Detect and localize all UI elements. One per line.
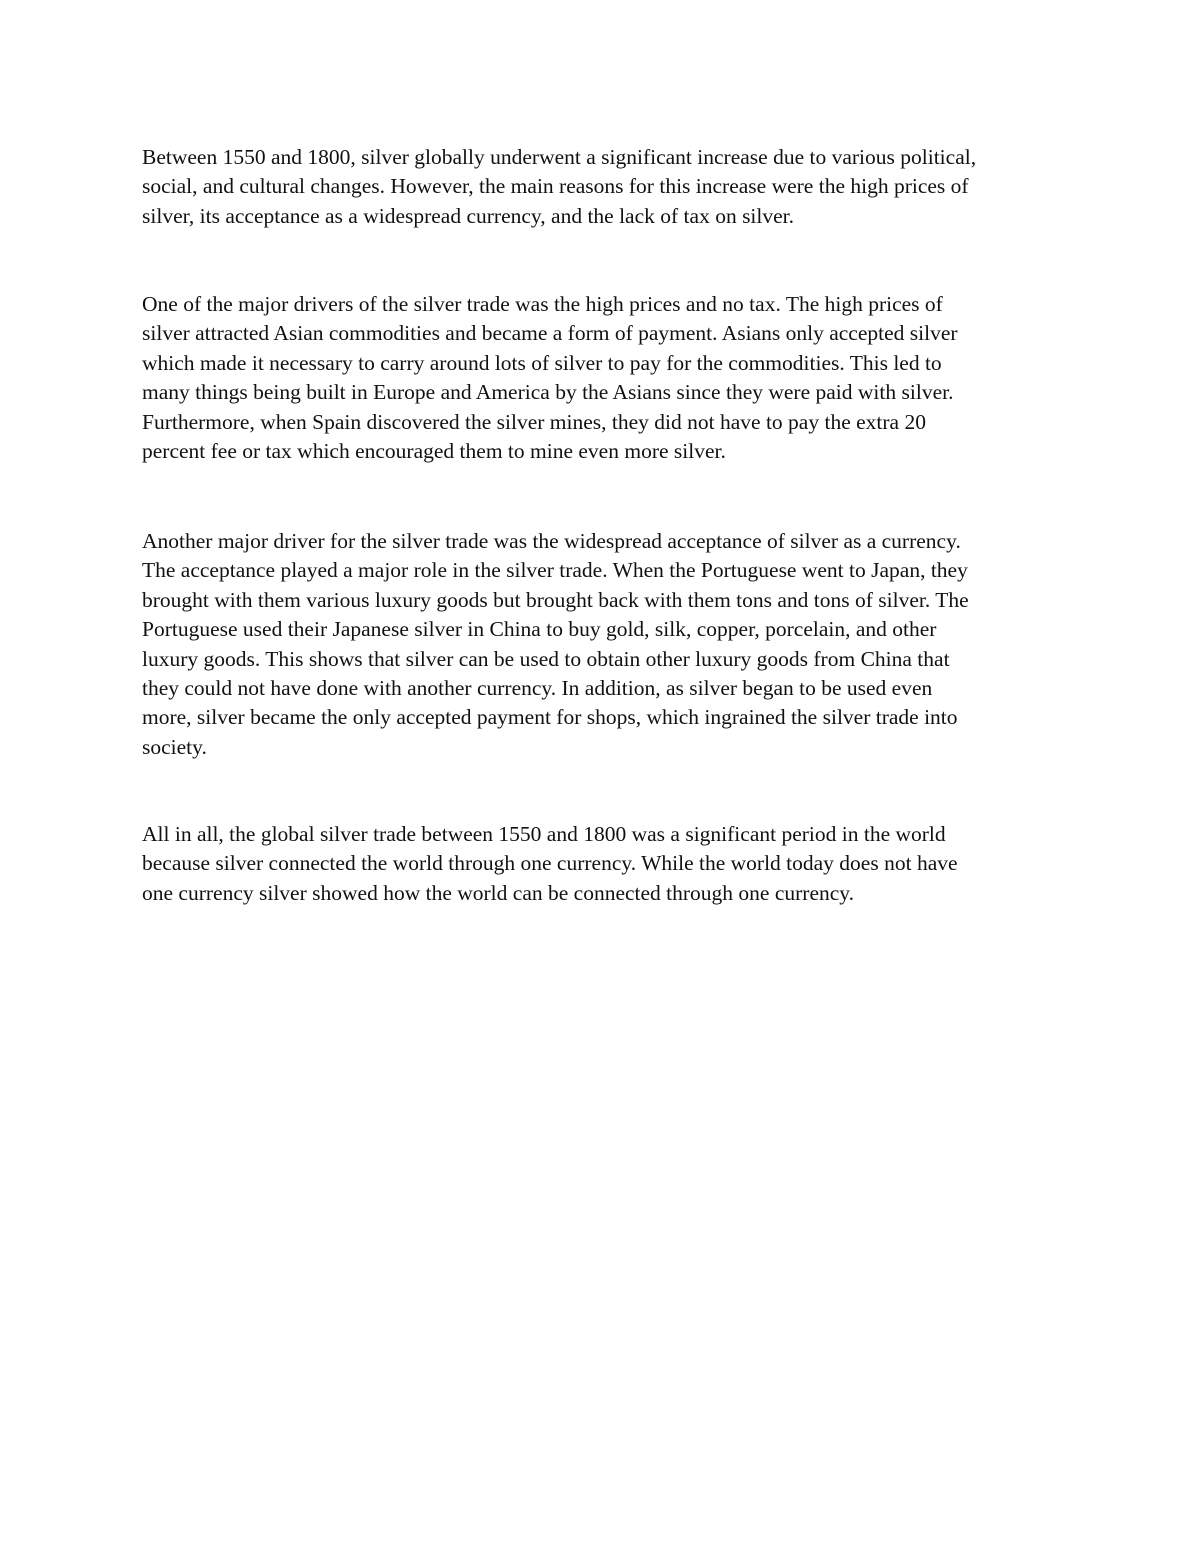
paragraph-line: society. [142, 734, 207, 759]
paragraph-line: luxury goods. This shows that silver can be used to obtain other luxury goods from China that [142, 646, 950, 671]
paragraph-line: because silver connected the world through one currency. While the world today does not have [142, 851, 958, 876]
paragraph-introduction [142, 143, 1082, 231]
paragraph-currency-acceptance [142, 527, 1082, 762]
paragraph-conclusion [142, 820, 1082, 908]
paragraph-line: One of the major drivers of the silver trade was the high prices and no tax. The high prices of [142, 292, 943, 316]
paragraph-line: Another major driver for the silver trade was the widespread acceptance of silver as a currency. [142, 529, 961, 553]
paragraph-line: silver attracted Asian commodities and became a form of payment. Asians only accepted silver [142, 321, 958, 346]
paragraph-line: All in all, the global silver trade between 1550 and 1800 was a significant period in the world [142, 822, 946, 846]
paragraph-line: which made it necessary to carry around lots of silver to pay for the commodities. This led to [142, 350, 942, 375]
paragraph-line: percent fee or tax which encouraged them to mine even more silver. [142, 439, 726, 464]
paragraph-line: they could not have done with another currency. In addition, as silver began to be used even [142, 676, 933, 701]
paragraph-prices-and-tax [142, 290, 1082, 466]
paragraph-line: many things being built in Europe and America by the Asians since they were paid with silver. [142, 380, 954, 405]
paragraph-line: Furthermore, when Spain discovered the silver mines, they did not have to pay the extra 20 [142, 409, 926, 434]
paragraph-line: silver, its acceptance as a widespread currency, and the lack of tax on silver. [142, 203, 795, 228]
paragraph-line: more, silver became the only accepted payment for shops, which ingrained the silver trade into [142, 705, 958, 730]
paragraph-line: Between 1550 and 1800, silver globally underwent a significant increase due to various political, [142, 145, 977, 169]
paragraph-line: social, and cultural changes. However, the main reasons for this increase were the high prices of [142, 174, 969, 199]
paragraph-line: The acceptance played a major role in the silver trade. When the Portuguese went to Japan, they [142, 558, 968, 583]
paragraph-line: brought with them various luxury goods but brought back with them tons and tons of silver. The [142, 587, 969, 612]
paragraph-line: Portuguese used their Japanese silver in China to buy gold, silk, copper, porcelain, and other [142, 617, 937, 642]
paragraph-line: one currency silver showed how the world can be connected through one currency. [142, 880, 855, 905]
